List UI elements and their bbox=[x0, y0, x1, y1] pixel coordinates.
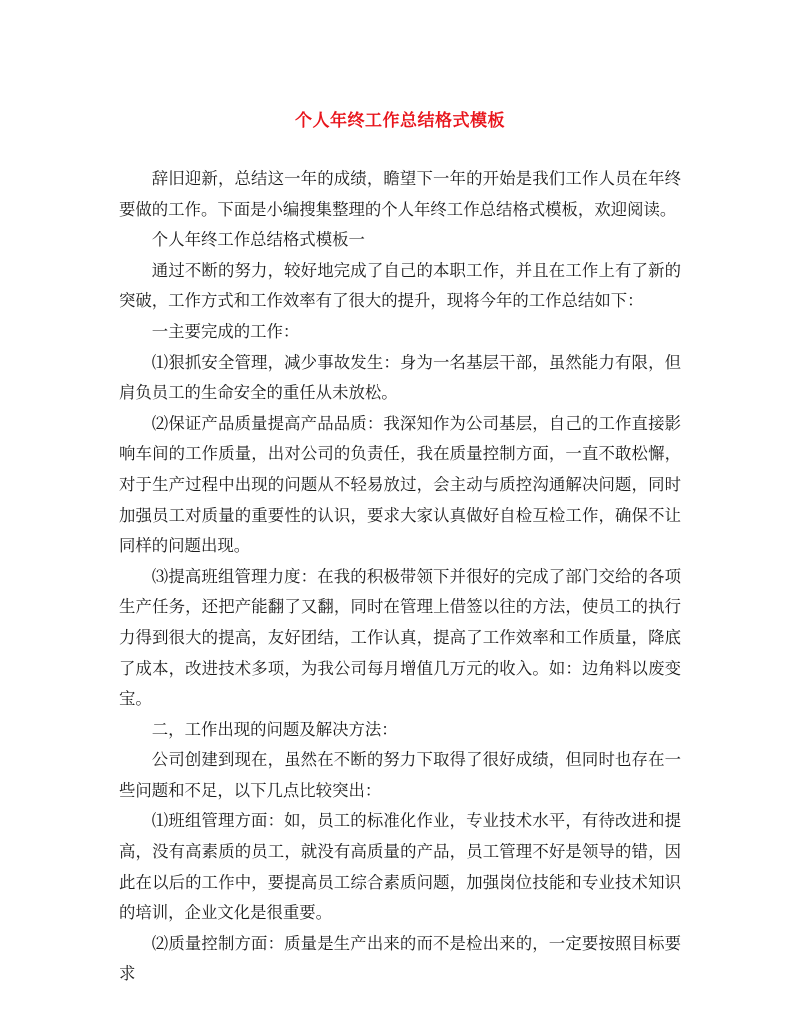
paragraph-problems-intro: 公司创建到现在，虽然在不断的努力下取得了很好成绩，但同时也存在一些问题和不足，以下几点比较突出： bbox=[119, 750, 681, 800]
paragraph-problem-team: ⑴班组管理方面：如，员工的标准化作业，专业技术水平，有待改进和提高，没有高素质的员工，就没有高质量的产品，员工管理不好是领导的错，因此在以后的工作中，要提高员工综合素质问题，加强岗位技能和专业技术知识的培训，企业文化是很重要。 bbox=[119, 811, 681, 923]
paragraph-item-safety: ⑴狠抓安全管理，减少事故发生：身为一名基层干部，虽然能力有限，但肩负员工的生命安全的重任从未放松。 bbox=[119, 352, 681, 403]
paragraph-item-quality: ⑵保证产品质量提高产品品质：我深知作为公司基层，自己的工作直接影响车间的工作质量，出对公司的负责任，我在质量控制方面，一直不敢松懈，对于生产过程中出现的问题从不轻易放过，会主动与质控沟通解决问题，同时加强员工对质量的重要性的认识，要求大家认真做好自检互检工作，确保不让同样的问题出现。 bbox=[119, 413, 681, 556]
document-title: 个人年终工作总结格式模板 bbox=[295, 111, 505, 131]
paragraph-problems-heading: 二，工作出现的问题及解决方法： bbox=[151, 719, 398, 739]
paragraph-main-work-heading: 一主要完成的工作： bbox=[151, 321, 300, 341]
paragraph-overview: 通过不断的努力，较好地完成了自己的本职工作，并且在工作上有了新的突破，工作方式和工作效率有了很大的提升，现将今年的工作总结如下： bbox=[119, 260, 681, 311]
paragraph-problem-quality: ⑵质量控制方面：质量是生产出来的而不是检出来的，一定要按照目标要求 bbox=[119, 933, 681, 984]
paragraph-section-heading: 个人年终工作总结格式模板一 bbox=[151, 230, 365, 250]
paragraph-intro: 辞旧迎新，总结这一年的成绩，瞻望下一年的开始是我们工作人员在年终要做的工作。下面是小编搜集整理的个人年终工作总结格式模板，欢迎阅读。 bbox=[119, 169, 681, 219]
paragraph-item-team-management: ⑶提高班组管理力度：在我的积极带领下并很好的完成了部门交给的各项生产任务，还把产能翻了又翻，同时在管理上借签以往的方法，使员工的执行力得到很大的提高，友好团结，工作认真，提高了工作效率和工作质量，降底了成本，改进技术多项，为我公司每月增值几万元的收入。如：边角料以废变宝。 bbox=[119, 566, 681, 709]
document-body bbox=[119, 164, 681, 990]
